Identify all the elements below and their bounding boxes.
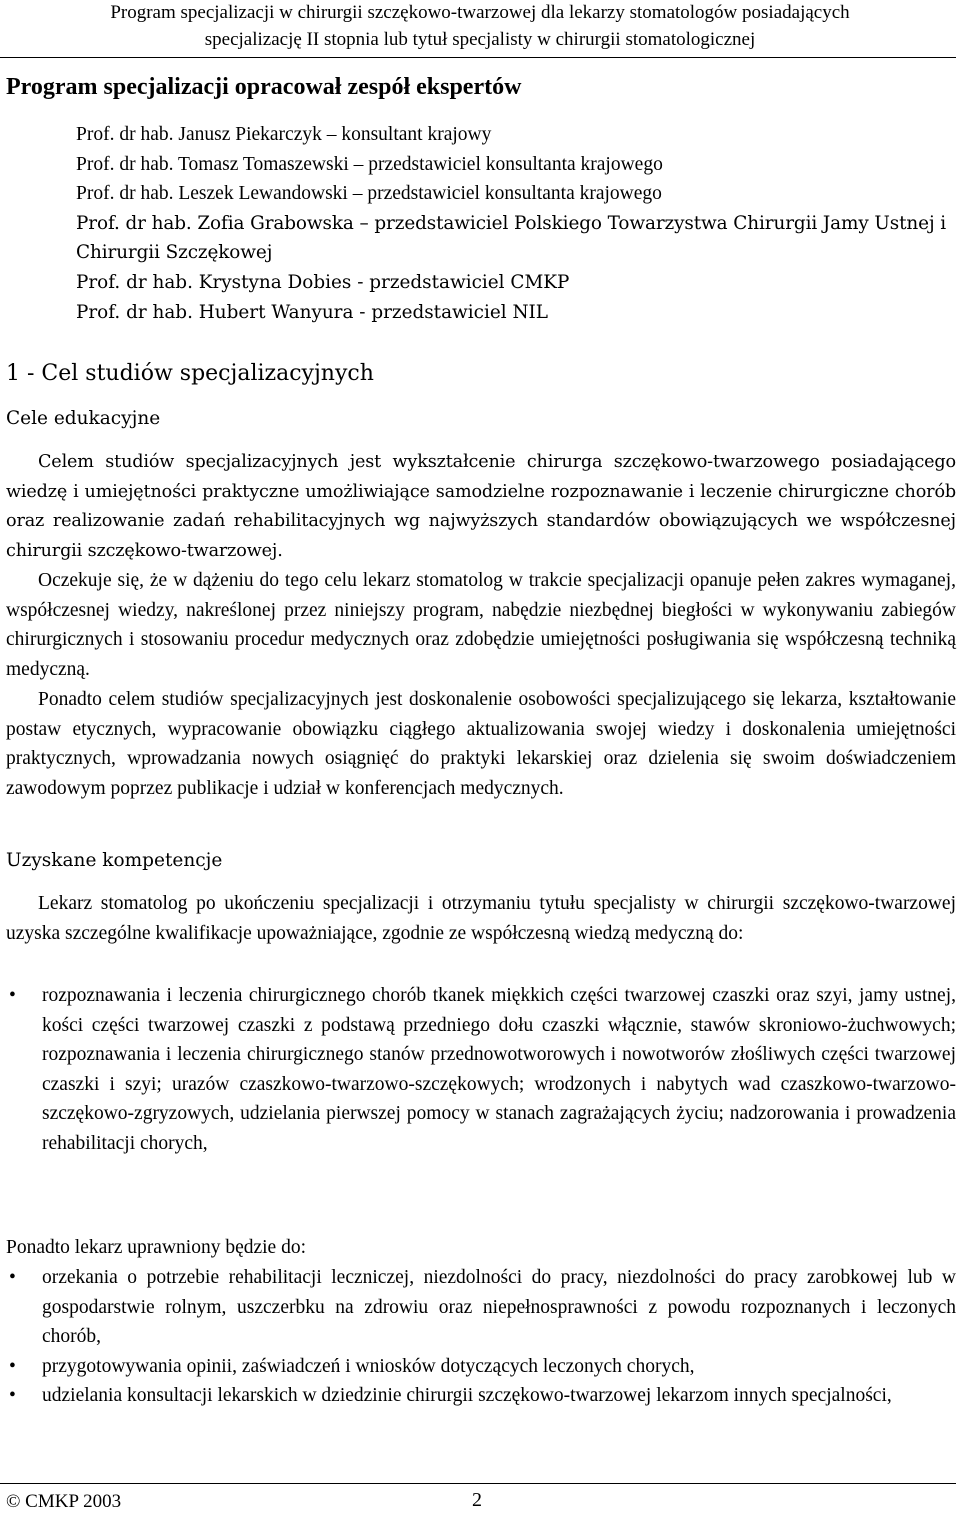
list-item-text: przygotowywania opinii, zaświadczeń i wniosków dotyczących leczonych chorych, [42, 1355, 695, 1377]
footer-rule [0, 1483, 956, 1484]
expert-item: Prof. dr hab. Leszek Lewandowski – przedstawiciel konsultanta krajowego [76, 183, 662, 205]
subsection-title-goals: Cele edukacyjne [6, 408, 161, 429]
additional-list [6, 1263, 956, 1411]
subsection-title-competences: Uzyskane kompetencje [6, 850, 223, 871]
expert-item: Prof. dr hab. Tomasz Tomaszewski – przedstawiciel konsultanta krajowego [76, 153, 663, 175]
footer-copyright: © CMKP 2003 [6, 1491, 122, 1512]
expert-item: Prof. dr hab. Hubert Wanyura - przedstawiciel NIL [76, 301, 549, 323]
goals-paragraph-2: Oczekuje się, że w dążeniu do tego celu lekarz stomatolog w trakcie specjalizacji opanuje pełen zakres wymaganej, współczesnej wiedzy, nakreślonej przez niniejszy program, nabędzie niezbędnej biegłości w wykonywaniu zabiegów chirurgicznych i stosowaniu procedur medycznych oraz zdobędzie umiejętności posługiwania się współczesną techniką medyczną. [6, 570, 956, 680]
list-item [6, 1263, 956, 1352]
expert-item: Prof. dr hab. Zofia Grabowska – przedstawiciel Polskiego Towarzystwa Chirurgii Jamy Ustnej i Chirurgii Szczękowej [76, 212, 947, 264]
running-header [0, 0, 960, 53]
header-rule [0, 57, 956, 58]
list-item [6, 981, 956, 1159]
list-item-text: udzielania konsultacji lekarskich w dziedzinie chirurgii szczękowo-twarzowej lekarzom innych specjalności, [42, 1385, 892, 1407]
goals-paragraph-1: Celem studiów specjalizacyjnych jest wykształcenie chirurga szczękowo-twarzowego posiadającego wiedzę i umiejętności praktyczne umożliwiające samodzielne rozpoznawanie i leczenie chirurgiczne chorób oraz realizowanie zadań rehabilitacyjnych wg najwyższych standardów obowiązujących we współczesnej chirurgii szczękowo-twarzowej. [6, 452, 956, 561]
header-line-1: Program specjalizacji w chirurgii szczękowo-twarzowej dla lekarzy stomatologów posiadających [110, 2, 850, 23]
list-item [6, 1381, 956, 1411]
page-number: 2 [472, 1489, 482, 1511]
experts-list [76, 120, 956, 327]
goals-paragraph-3: Ponadto celem studiów specjalizacyjnych jest doskonalenie osobowości specjalizującego się lekarza, kształtowanie postaw etycznych, wypracowanie obowiązku ciągłego aktualizowania swojej wiedzy i doskonalenia umiejętności praktycznych, wprowadzania nowych osiągnięć do praktyki lekarskiej oraz dzielenia się swoim doświadczeniem zawodowym poprzez publikacje i udział w konferencjach medycznych. [6, 689, 956, 799]
header-line-2: specjalizację II stopnia lub tytuł specjalisty w chirurgii stomatologicznej [204, 29, 756, 50]
list-item-text: orzekania o potrzebie rehabilitacji leczniczej, niezdolności do pracy, niezdolności do pracy zarobkowej lub w gospodarstwie rolnym, uszczerbku na zdrowiu oraz niepełnosprawności z powodu rozpoznanych i leczonych chorób, [42, 1267, 956, 1348]
competences-intro: Lekarz stomatolog po ukończeniu specjalizacji i otrzymaniu tytułu specjalisty w chirurgii szczękowo-twarzowej uzyska szczególne kwalifikacje upoważniające, zgodnie ze współczesną wiedzą medyczną do: [6, 893, 956, 944]
section-title: 1 - Cel studiów specjalizacyjnych [6, 361, 374, 386]
bullet-icon: • [9, 1385, 16, 1407]
expert-item: Prof. dr hab. Janusz Piekarczyk – konsultant krajowy [76, 124, 492, 145]
competences-list [6, 981, 956, 1159]
bullet-icon: • [9, 1267, 16, 1288]
additional-intro: Ponadto lekarz uprawniony będzie do: [6, 1237, 306, 1258]
bullet-icon: • [9, 985, 16, 1006]
bullet-icon: • [9, 1355, 16, 1377]
experts-heading: Program specjalizacji opracował zespół ekspertów [6, 74, 522, 100]
list-item-text: rozpoznawania i leczenia chirurgicznego chorób tkanek miękkich części twarzowej czaszki oraz szyi, jamy ustnej, kości części twarzowej czaszki z podstawą przedniego dołu czaszki włącznie, stawów skroniowo-żuchwowych; rozpoznawania i leczenia chirurgicznego stanów przednowotworowych i nowotworów złośliwych części twarzowej czaszki i szyi; urazów czaszkowo-twarzowo-szczękowych; wrodzonych i nabytych wad czaszkowo-twarzowo-szczękowo-zgryzowych, udzielania pierwszej pomocy w stanach zagrażających życiu; nadzorowania i prowadzenia rehabilitacji chorych, [42, 985, 956, 1154]
list-item [6, 1352, 956, 1382]
expert-item: Prof. dr hab. Krystyna Dobies - przedstawiciel CMKP [76, 271, 570, 293]
